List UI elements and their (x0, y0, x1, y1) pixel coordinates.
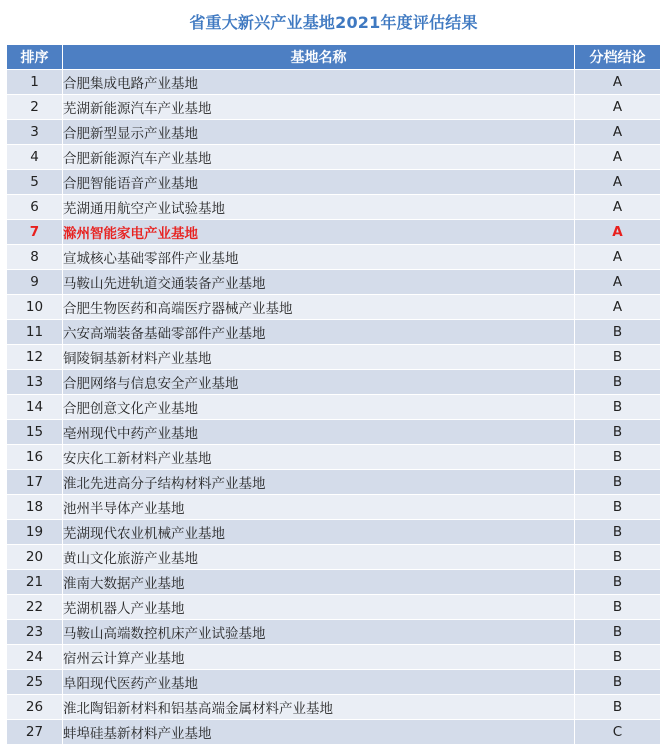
base-name-cell: 安庆化工新材料产业基地 (63, 445, 575, 470)
base-name-cell: 合肥集成电路产业基地 (63, 70, 575, 95)
grade-cell: A (575, 95, 661, 120)
grade-cell: B (575, 420, 661, 445)
grade-cell: B (575, 445, 661, 470)
grade-cell: B (575, 595, 661, 620)
grade-cell: A (575, 195, 661, 220)
table-row (7, 520, 661, 545)
rank-cell: 7 (7, 220, 63, 245)
table-row (7, 420, 661, 445)
table-row (7, 195, 661, 220)
base-name-cell: 黄山文化旅游产业基地 (63, 545, 575, 570)
table-row (7, 720, 661, 745)
rank-cell: 21 (7, 570, 63, 595)
base-name-cell: 宿州云计算产业基地 (63, 645, 575, 670)
column-header-rank: 排序 (7, 45, 63, 70)
table-row (7, 295, 661, 320)
grade-cell: B (575, 370, 661, 395)
base-name-cell: 芜湖通用航空产业试验基地 (63, 195, 575, 220)
table-row (7, 445, 661, 470)
grade-cell: A (575, 270, 661, 295)
table-header (7, 45, 661, 70)
grade-cell: B (575, 695, 661, 720)
column-header-name: 基地名称 (63, 45, 575, 70)
grade-cell: B (575, 645, 661, 670)
rank-cell: 11 (7, 320, 63, 345)
rank-cell: 27 (7, 720, 63, 745)
table-row (7, 170, 661, 195)
table-row (7, 145, 661, 170)
base-name-cell: 淮北先进高分子结构材料产业基地 (63, 470, 575, 495)
base-name-cell: 宣城核心基础零部件产业基地 (63, 245, 575, 270)
grade-cell: A (575, 245, 661, 270)
rank-cell: 5 (7, 170, 63, 195)
table-row (7, 670, 661, 695)
rank-cell: 19 (7, 520, 63, 545)
rank-cell: 1 (7, 70, 63, 95)
base-name-cell: 合肥创意文化产业基地 (63, 395, 575, 420)
base-name-cell: 芜湖新能源汽车产业基地 (63, 95, 575, 120)
base-name-cell: 芜湖现代农业机械产业基地 (63, 520, 575, 545)
base-name-cell: 池州半导体产业基地 (63, 495, 575, 520)
header-row (7, 45, 661, 70)
base-name-cell: 合肥网络与信息安全产业基地 (63, 370, 575, 395)
grade-cell: B (575, 320, 661, 345)
rank-cell: 15 (7, 420, 63, 445)
table-row (7, 95, 661, 120)
page-title: 省重大新兴产业基地2021年度评估结果 (189, 13, 478, 32)
base-name-cell: 阜阳现代医药产业基地 (63, 670, 575, 695)
table-row (7, 370, 661, 395)
grade-cell: B (575, 395, 661, 420)
base-name-cell: 淮北陶铝新材料和铝基高端金属材料产业基地 (63, 695, 575, 720)
base-name-cell: 马鞍山先进轨道交通装备产业基地 (63, 270, 575, 295)
base-name-cell: 合肥新能源汽车产业基地 (63, 145, 575, 170)
grade-cell: B (575, 545, 661, 570)
rank-cell: 6 (7, 195, 63, 220)
grade-cell: A (575, 145, 661, 170)
grade-cell: B (575, 620, 661, 645)
rank-cell: 24 (7, 645, 63, 670)
table-row (7, 320, 661, 345)
base-name-cell: 合肥新型显示产业基地 (63, 120, 575, 145)
table-row (7, 545, 661, 570)
table-row (7, 270, 661, 295)
rank-cell: 12 (7, 345, 63, 370)
grade-cell: C (575, 720, 661, 745)
grade-cell: B (575, 470, 661, 495)
base-name-cell: 合肥生物医药和高端医疗器械产业基地 (63, 295, 575, 320)
results-table (6, 44, 661, 745)
grade-cell: A (575, 170, 661, 195)
table-row (7, 695, 661, 720)
grade-cell: A (575, 220, 661, 245)
rank-cell: 4 (7, 145, 63, 170)
base-name-cell: 六安高端装备基础零部件产业基地 (63, 320, 575, 345)
rank-cell: 9 (7, 270, 63, 295)
grade-cell: A (575, 120, 661, 145)
grade-cell: B (575, 670, 661, 695)
base-name-cell: 蚌埠硅基新材料产业基地 (63, 720, 575, 745)
rank-cell: 18 (7, 495, 63, 520)
base-name-cell: 芜湖机器人产业基地 (63, 595, 575, 620)
rank-cell: 25 (7, 670, 63, 695)
column-header-grade: 分档结论 (575, 45, 661, 70)
table-row (7, 120, 661, 145)
table-row (7, 245, 661, 270)
rank-cell: 22 (7, 595, 63, 620)
table-row (7, 620, 661, 645)
grade-cell: B (575, 520, 661, 545)
base-name-cell: 铜陵铜基新材料产业基地 (63, 345, 575, 370)
table-body (7, 70, 661, 745)
rank-cell: 13 (7, 370, 63, 395)
grade-cell: A (575, 295, 661, 320)
rank-cell: 14 (7, 395, 63, 420)
table-row (7, 595, 661, 620)
rank-cell: 3 (7, 120, 63, 145)
rank-cell: 23 (7, 620, 63, 645)
grade-cell: A (575, 70, 661, 95)
rank-cell: 17 (7, 470, 63, 495)
rank-cell: 2 (7, 95, 63, 120)
base-name-cell: 淮南大数据产业基地 (63, 570, 575, 595)
rank-cell: 10 (7, 295, 63, 320)
base-name-cell: 滁州智能家电产业基地 (63, 220, 575, 245)
table-row (7, 395, 661, 420)
base-name-cell: 合肥智能语音产业基地 (63, 170, 575, 195)
table-row (7, 345, 661, 370)
grade-cell: B (575, 345, 661, 370)
base-name-cell: 马鞍山高端数控机床产业试验基地 (63, 620, 575, 645)
table-row (7, 470, 661, 495)
rank-cell: 16 (7, 445, 63, 470)
base-name-cell: 亳州现代中药产业基地 (63, 420, 575, 445)
rank-cell: 26 (7, 695, 63, 720)
table-row (7, 220, 661, 245)
table-row (7, 495, 661, 520)
table-row (7, 70, 661, 95)
rank-cell: 20 (7, 545, 63, 570)
rank-cell: 8 (7, 245, 63, 270)
table-row (7, 570, 661, 595)
table-row (7, 645, 661, 670)
grade-cell: B (575, 570, 661, 595)
grade-cell: B (575, 495, 661, 520)
